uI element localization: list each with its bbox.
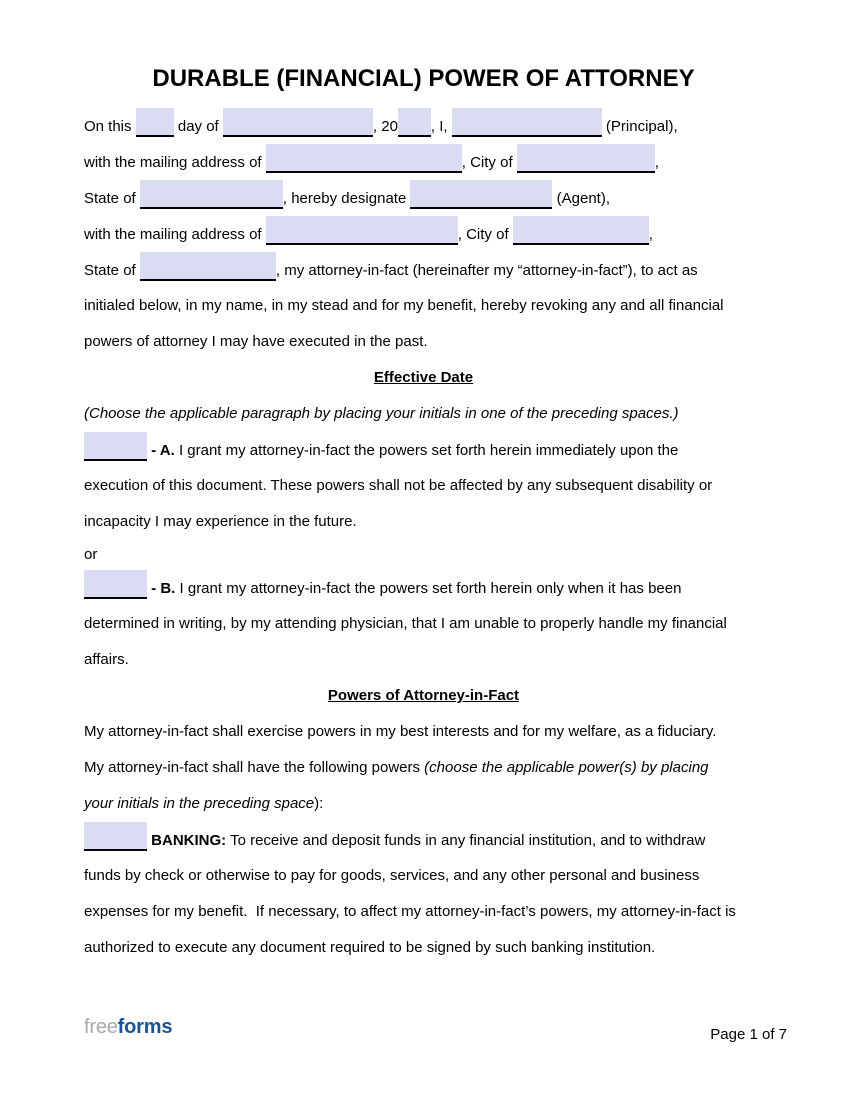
text-line: funds by check or otherwise to pay for goods, services, and any other personal and business: [84, 867, 700, 884]
text-segment: (Choose the applicable paragraph by placing your initials in one of the preceding spaces.): [84, 405, 679, 422]
text-line: with the mailing address of , City of ,: [84, 216, 763, 252]
intro-paragraph: [84, 108, 763, 360]
text-line: State of , my attorney-in-fact (hereinafter my “attorney-in-fact”), to act as: [84, 252, 763, 288]
text-line: My attorney-in-fact shall have the following powers (choose the applicable power(s) by placing: [84, 759, 709, 776]
text-line: - A. I grant my attorney-in-fact the powers set forth herein immediately upon the: [84, 432, 763, 468]
powers-heading: [84, 678, 763, 714]
text-line: initialed below, in my name, in my stead and for my benefit, hereby revoking any and all financial: [84, 297, 724, 314]
text-line: powers of attorney I may have executed in the past.: [84, 333, 428, 350]
text-line: BANKING: To receive and deposit funds in any financial institution, and to withdraw: [84, 822, 763, 858]
field-initials-option-b[interactable]: [84, 570, 147, 599]
text-segment: BANKING:: [147, 832, 227, 849]
text-segment: your initials in the preceding space: [84, 795, 315, 812]
powers-heading-text: Powers of Attorney-in-Fact: [327, 687, 520, 704]
text-line: On this day of , 20 , I, (Principal),: [84, 108, 763, 144]
text-line: authorized to execute any document required to be signed by such banking institution.: [84, 939, 656, 956]
text-line: expenses for my benefit. If necessary, to affect my attorney-in-fact’s powers, my attorney-in-fact is: [84, 903, 736, 920]
text-line: your initials in the preceding space):: [84, 795, 324, 812]
text-line: or: [84, 546, 98, 563]
text-line: incapacity I may experience in the future.: [84, 513, 357, 530]
document-body: [84, 108, 763, 966]
text-line: determined in writing, by my attending physician, that I am unable to properly handle my financial: [84, 615, 727, 632]
option-a-paragraph: [84, 432, 763, 540]
field-execution-year[interactable]: [398, 108, 431, 137]
text-line: [84, 396, 763, 432]
option-b-paragraph: [84, 570, 763, 678]
field-agent-address[interactable]: [266, 216, 458, 245]
field-initials-banking[interactable]: [84, 822, 147, 851]
effective-date-instruction: [84, 396, 763, 432]
text-line: State of , hereby designate (Agent),: [84, 180, 763, 216]
text-line: My attorney-in-fact shall exercise powers in my best interests and for my welfare, as a fiduciary.: [84, 723, 717, 740]
banking-power-paragraph: [84, 822, 763, 966]
text-line: with the mailing address of , City of ,: [84, 144, 763, 180]
logo-free-text: free: [84, 1016, 118, 1038]
field-initials-option-a[interactable]: [84, 432, 147, 461]
text-line: execution of this document. These powers shall not be affected by any subsequent disability or: [84, 477, 713, 494]
text-segment: - A.: [147, 442, 175, 459]
text-segment: - B.: [147, 580, 176, 597]
document-content: [84, 62, 763, 966]
field-principal-city[interactable]: [517, 144, 655, 173]
field-agent-state[interactable]: [140, 252, 276, 281]
effective-date-heading-text: Effective Date: [373, 369, 474, 386]
text-segment: (choose the applicable power(s) by placing: [424, 759, 709, 776]
field-agent-name[interactable]: [410, 180, 552, 209]
text-line: - B. I grant my attorney-in-fact the powers set forth herein only when it has been: [84, 570, 763, 606]
field-principal-address[interactable]: [266, 144, 462, 173]
page-number: Page 1 of 7: [710, 1026, 787, 1043]
freeforms-logo: [84, 1016, 172, 1039]
field-principal-state[interactable]: [140, 180, 283, 209]
powers-intro-paragraph: [84, 714, 763, 822]
or-separator: [84, 540, 763, 570]
field-execution-month[interactable]: [223, 108, 373, 137]
text-line: affairs.: [84, 651, 129, 668]
field-execution-day[interactable]: [136, 108, 174, 137]
field-principal-name[interactable]: [452, 108, 602, 137]
logo-forms-text: forms: [117, 1016, 173, 1038]
effective-date-heading: [84, 360, 763, 396]
document-title: DURABLE (FINANCIAL) POWER OF ATTORNEY: [152, 65, 695, 92]
field-agent-city[interactable]: [513, 216, 649, 245]
